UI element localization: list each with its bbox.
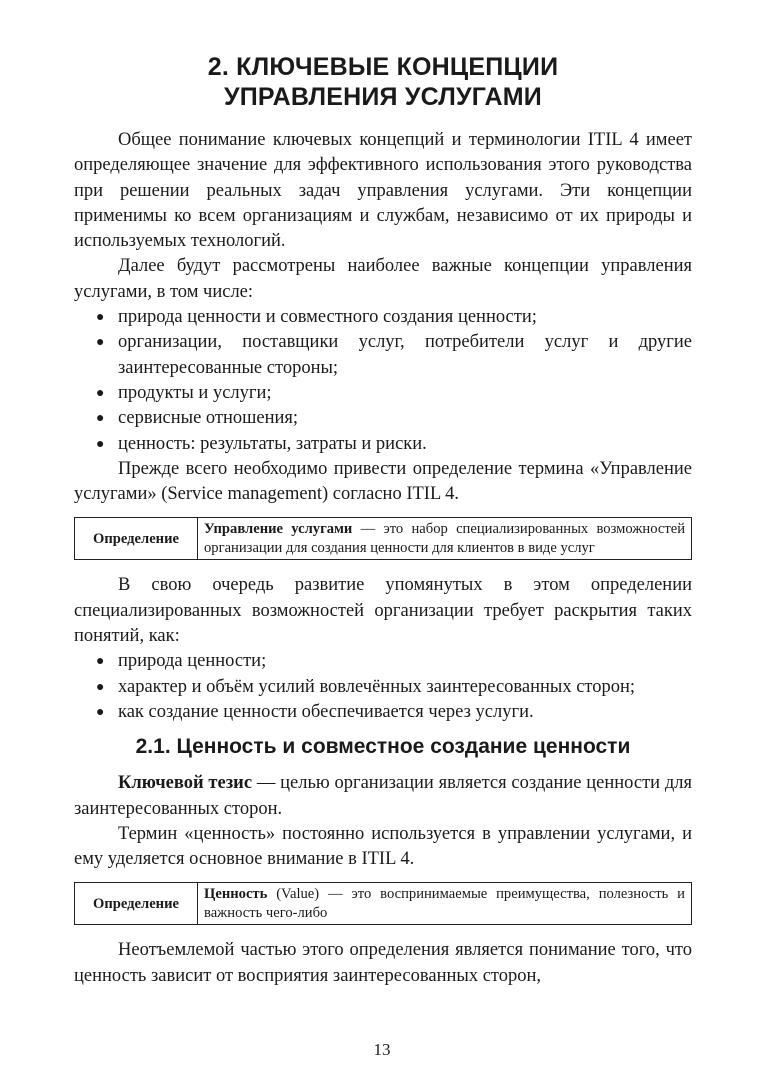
bullet-icon: ● xyxy=(96,704,105,720)
concepts-list xyxy=(74,305,692,457)
paragraph-value-term: Термин «ценность» постоянно используется в управлении услугами, и ему уделяется основное внимание в ITIL 4. xyxy=(74,823,692,870)
definition-label: Определение xyxy=(75,518,198,560)
list-item: ● природа ценности; xyxy=(74,649,692,674)
definition-text: Управление услугами — это набор специализированных возможностей организации для создания ценности для клиентов в виде услуг xyxy=(198,518,692,560)
bullet-icon: ● xyxy=(96,679,105,695)
definition-box-value xyxy=(74,882,692,925)
bullet-icon: ● xyxy=(96,436,105,452)
bullet-icon: ● xyxy=(96,654,105,670)
list-item: ● организации, поставщики услуг, потребители услуг и другие заинтересованные стороны; xyxy=(96,332,692,378)
paragraph-intro: Общее понимание ключевых концепций и терминологии ITIL 4 имеет определяющее значение для эффективного использования этого руководства при решении реальных задач управления услугами. Эти концепции применимы ко всем организациям и службам, независимо от их природы и используемых технологий. xyxy=(74,130,692,252)
paragraph-capabilities: В свою очередь развитие упомянутых в этом определении специализированных возможностей организации требует раскрытия таких понятий, как: xyxy=(74,575,692,647)
definition-text: Ценность (Value) — это воспринимаемые преимущества, полезность и важность чего-либо xyxy=(198,883,692,925)
chapter-title xyxy=(74,52,692,112)
bullet-icon: ● xyxy=(96,335,105,351)
bullet-icon: ● xyxy=(96,310,105,326)
section-title: 2.1. Ценность и совместное создание ценности xyxy=(135,735,631,759)
paragraph-concepts-lead: Далее будут рассмотрены наиболее важные концепции управления услугами, в том числе: xyxy=(74,256,692,302)
page-number: 13 xyxy=(373,1040,391,1059)
list-item: ● ценность: результаты, затраты и риски. xyxy=(74,432,692,457)
definition-term: Ценность xyxy=(204,886,268,903)
chapter-title-line2: УПРАВЛЕНИЯ УСЛУГАМИ xyxy=(224,83,542,111)
list-item: ● как создание ценности обеспечивается через услуги. xyxy=(74,700,692,725)
bullet-icon: ● xyxy=(96,411,105,427)
list-item: ● продукты и услуги; xyxy=(74,381,692,406)
list-item: ● сервисные отношения; xyxy=(74,406,692,431)
definition-term: Управление услугами xyxy=(204,521,353,538)
bullet-icon: ● xyxy=(96,385,105,401)
page-content xyxy=(74,52,692,989)
definition-box-service-management xyxy=(74,517,692,560)
key-thesis-label: Ключевой тезис xyxy=(118,773,253,794)
list-item: ● характер и объём усилий вовлечённых заинтересованных сторон; xyxy=(74,675,692,700)
chapter-title-line1: 2. КЛЮЧЕВЫЕ КОНЦЕПЦИИ xyxy=(207,53,559,81)
paragraph-value-perception: Неотъемлемой частью этого определения является понимание того, что ценность зависит от восприятия заинтересованных сторон, xyxy=(74,940,692,986)
list-item: ● природа ценности и совместного создания ценности; xyxy=(74,305,692,330)
paragraph-key-thesis: Ключевой тезис — целью организации является создание ценности для заинтересованных сторон. xyxy=(74,773,693,819)
notions-list xyxy=(74,649,692,725)
definition-label: Определение xyxy=(75,883,198,925)
paragraph-definition-lead: Прежде всего необходимо привести определение термина «Управление услугами» (Service management) согласно ITIL 4. xyxy=(74,458,692,505)
